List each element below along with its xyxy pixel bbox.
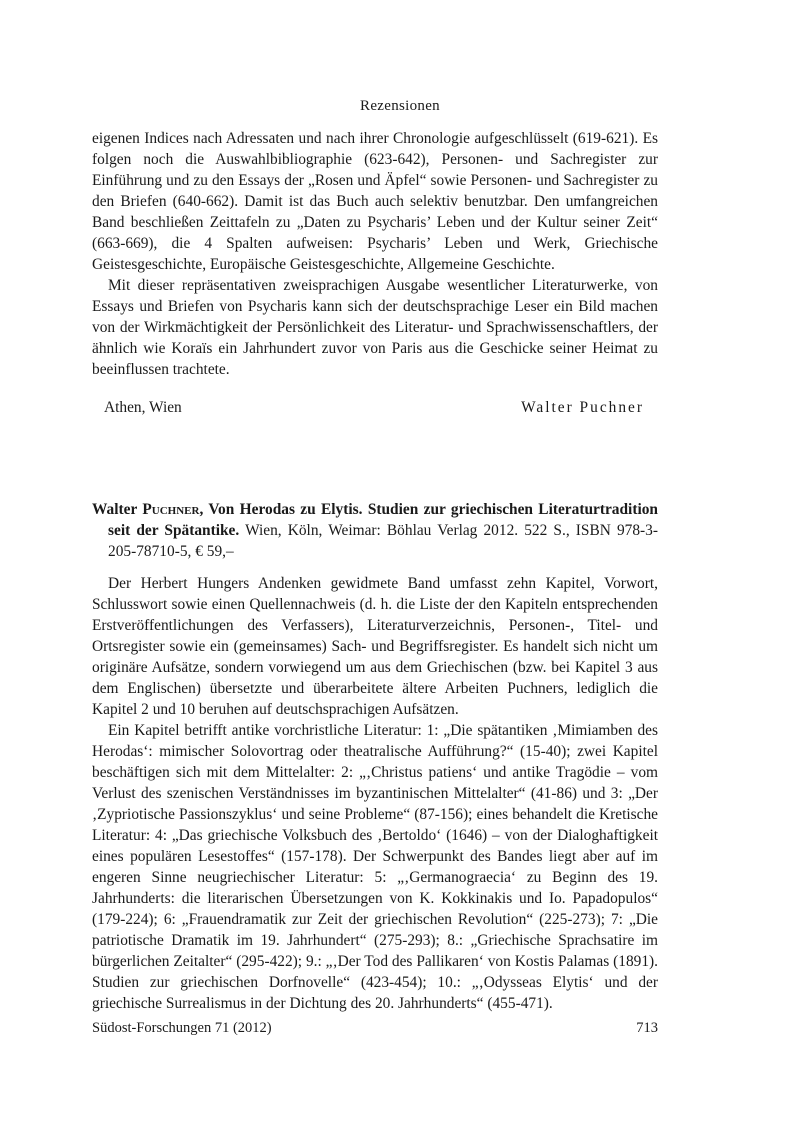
paragraph: Der Herbert Hungers Andenken gewidmete Band umfasst zehn Kapitel, Vorwort, Schlusswort sowie einen Quellennachweis (d. h. die Liste der den Kapiteln entsprechenden Erstveröffentlichungen des Verfassers), Literaturverzeichnis, Personen-, Titel- und Ortsregister sowie ein (gemeinsames) Sach- und Begriffsregister. Es handelt sich nicht um originäre Aufsätze, sondern vorwiegend um aus dem Griechischen (bzw. bei Kapitel 3 aus dem Englischen) übersetzte und überarbeitete ältere Arbeiten Puchners, lediglich die Kapitel 2 und 10 beruhen auf deutschsprachigen Aufsätzen. xyxy=(92,575,658,718)
review-continuation xyxy=(92,128,658,380)
book-author-last: Puchner xyxy=(142,501,200,518)
running-title: Rezensionen xyxy=(360,98,440,114)
book-title: , Von Herodas zu Elytis. Studien zur griechischen Literaturtradition seit der Spätantike. xyxy=(108,501,658,539)
review-body xyxy=(92,573,658,1014)
paragraph: Ein Kapitel betrifft antike vorchristliche Literatur: 1: „Die spätantiken ‚Mimiamben des Herodas‘: mimischer Solovortrag oder theatralische Aufführung?“ (15-40); zwei Kapitel beschäftigen sich mit dem Mittelalter: 2: „‚Christus patiens‘ und antike Tragödie – vom Verlust des szenischen Verständnisses im byzantinischen Mittelalter“ (41-86) und 3: „Der ‚Zypriotische Passionszyklus‘ und seine Probleme“ (87-156); eines behandelt die Kretische Literatur: 4: „Das griechische Volksbuch des ‚Bertoldo‘ (1646) – von der Dialoghaftigkeit eines populären Lesestoffes“ (157-178). Der Schwerpunkt des Bandes liegt aber auf im engeren Sinne neugriechischer Literatur: 5: „‚Germanograecia‘ zu Beginn des 19. Jahrhunderts: die literarischen Übersetzungen von K. Kokkinakis und Io. Papadopulos“ (179-224); 6: „Frauendramatik zur Zeit der griechischen Revolution“ (225-273); 7: „Die patriotische Dramatik im 19. Jahrhundert“ (275-293); 8.: „Griechische Sprachsatire im bürgerlichen Zeitalter“ (295-422); 9.: „‚Der Tod des Pallikaren‘ von Kostis Palamas (1891). Studien zur griechischen Dorfnovelle“ (423-454); 10.: „‚Odysseas Elytis‘ und der griechische Surrealismus in der Dichtung des 20. Jahrhunderts“ (455-471). xyxy=(92,722,658,1012)
paragraph: eigenen Indices nach Adressaten und nach ihrer Chronologie aufgeschlüsselt (619-621). Es folgen noch die Auswahlbibliographie (623-642), Personen- und Sachregister zur Einführung und zu den Essays der „Rosen und Äpfel“ sowie Personen- und Sachregister zu den Briefen (640-662). Damit ist das Buch auch selektiv benutzbar. Den umfangreichen Band beschließen Zeittafeln zu „Daten zu Psycharis’ Leben und der Kultur seiner Zeit“ (663-669), die 4 Spalten aufweisen: Psycharis’ Leben und Werk, Griechische Geistesgeschichte, Europäische Geistesgeschichte, Allgemeine Geschichte. xyxy=(92,130,658,273)
signature-author: Walter Puchner xyxy=(521,399,644,416)
paragraph: Mit dieser repräsentativen zweisprachigen Ausgabe wesentlicher Literaturwerke, von Essays und Briefen von Psycharis kann sich der deutschsprachige Leser ein Bild machen von der Wirkmächtigkeit der Persönlichkeit des Literatur- und Sprachwissenschaftlers, der ähnlich wie Koraïs ein Jahrhundert zuvor von Paris aus die Geschicke seiner Heimat zu beeinflussen trachtete. xyxy=(92,277,658,378)
page-footer xyxy=(92,1018,658,1038)
journal-citation: Südost-Forschungen 71 (2012) xyxy=(92,1020,272,1036)
signature-place: Athen, Wien xyxy=(104,399,182,416)
book-author-first: Walter xyxy=(92,501,138,518)
publication-details: Wien, Köln, Weimar: Böhlau Verlag 2012. 522 S., ISBN 978-3-205-78710-5, € 59,– xyxy=(108,522,658,560)
page-number: 713 xyxy=(636,1020,658,1036)
review-bibliographic-heading xyxy=(92,499,658,562)
review-signature xyxy=(104,397,644,418)
